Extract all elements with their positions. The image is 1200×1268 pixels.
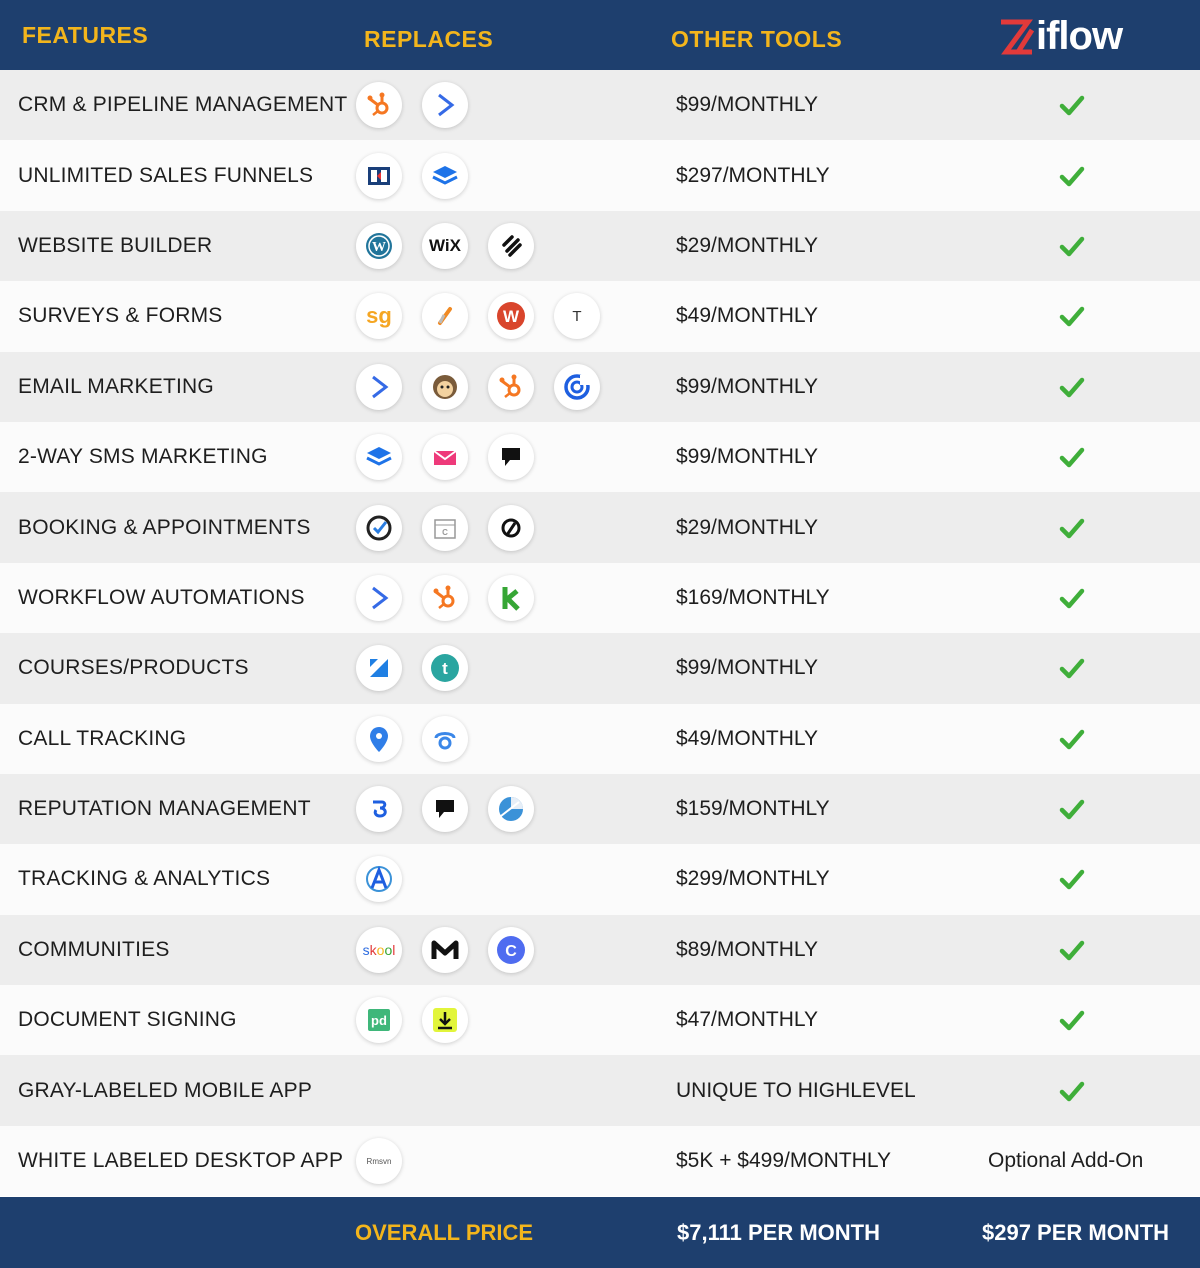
layers-icon: [422, 153, 468, 199]
other-tools-price: $99/MONTHLY: [676, 445, 818, 469]
jotform-icon: [422, 293, 468, 339]
squarespace-icon: [488, 223, 534, 269]
clickfunnels-icon: [356, 153, 402, 199]
feature-name: CRM & PIPELINE MANAGEMENT: [18, 93, 348, 117]
other-tools-price: $159/MONTHLY: [676, 797, 830, 821]
highlevel-total: $297 PER MONTH: [982, 1219, 1170, 1245]
included-check-icon: [1050, 563, 1094, 633]
table-row: [0, 774, 1200, 844]
feature-name: EMAIL MARKETING: [18, 374, 214, 398]
replaced-tools: [356, 563, 534, 633]
other-tools-price: $29/MONTHLY: [676, 515, 818, 539]
typeform-icon: T: [554, 293, 600, 339]
included-check-icon: [1050, 281, 1094, 351]
other-tools-price: $169/MONTHLY: [676, 585, 830, 609]
feature-name: CALL TRACKING: [18, 726, 187, 750]
other-tools-price: $49/MONTHLY: [676, 304, 818, 328]
replaced-tools: [356, 140, 468, 210]
constantcontact-icon: [554, 364, 600, 410]
other-tools-price: $99/MONTHLY: [676, 656, 818, 680]
included-check-icon: [1050, 633, 1094, 703]
podium-icon: [488, 434, 534, 480]
activecampaign-icon: [356, 575, 402, 621]
surveygizmo-icon: sg: [356, 293, 402, 339]
feature-name: SURVEYS & FORMS: [18, 304, 223, 328]
overall-price-label: OVERALL PRICE: [355, 1219, 534, 1245]
feature-name: UNLIMITED SALES FUNNELS: [18, 163, 314, 187]
layers-icon: [356, 434, 402, 480]
replaced-tools: [356, 211, 534, 281]
phone-icon: [422, 716, 468, 762]
feature-name: TRACKING & ANALYTICS: [18, 867, 271, 891]
table-row: [0, 281, 1200, 351]
birdeye-icon: [356, 786, 402, 832]
other-tools-price: $49/MONTHLY: [676, 726, 818, 750]
check-circle-icon: [356, 505, 402, 551]
download-icon: [422, 997, 468, 1043]
table-row: [0, 844, 1200, 914]
included-check-icon: [1050, 774, 1094, 844]
included-check-icon: [1050, 844, 1094, 914]
svg-text:C: C: [505, 942, 517, 960]
other-tools-price: $299/MONTHLY: [676, 867, 830, 891]
email-icon: [422, 434, 468, 480]
table-row: [0, 1126, 1200, 1196]
svg-text:W: W: [372, 239, 386, 255]
feature-name: BOOKING & APPOINTMENTS: [18, 515, 311, 539]
other-tools-price: $29/MONTHLY: [676, 233, 818, 257]
analytics-icon: [356, 856, 402, 902]
table-row: [0, 633, 1200, 703]
other-tools-price: $297/MONTHLY: [676, 163, 830, 187]
included-check-icon: [1050, 704, 1094, 774]
table-row: [0, 704, 1200, 774]
table-body: [0, 70, 1200, 1196]
keap-icon: [488, 575, 534, 621]
other-tools-price: UNIQUE TO HIGHLEVEL: [676, 1078, 916, 1102]
feature-name: COURSES/PRODUCTS: [18, 656, 249, 680]
table-row: [0, 352, 1200, 422]
table-row: [0, 563, 1200, 633]
brand-logo: [998, 14, 1122, 58]
wufoo-icon: [488, 293, 534, 339]
table-row: [0, 140, 1200, 210]
included-check-icon: [1050, 70, 1094, 140]
feature-name: REPUTATION MANAGEMENT: [18, 797, 311, 821]
replaced-tools: [356, 704, 468, 774]
svg-text:pd: pd: [371, 1013, 387, 1029]
replaced-tools: [356, 70, 468, 140]
replaced-tools: [356, 422, 534, 492]
table-row: [0, 985, 1200, 1055]
included-check-icon: [1050, 352, 1094, 422]
pandadoc-icon: [356, 997, 402, 1043]
location-pin-icon: [356, 716, 402, 762]
hubspot-icon: [356, 82, 402, 128]
skool-icon: skool: [356, 927, 402, 973]
other-tools-price: $99/MONTHLY: [676, 374, 818, 398]
included-check-icon: [1050, 140, 1094, 210]
table-footer: [0, 1197, 1200, 1268]
replaced-tools: [356, 915, 534, 985]
included-check-icon: [1050, 985, 1094, 1055]
included-check-icon: [1050, 492, 1094, 562]
kajabi-icon: [356, 645, 402, 691]
circle-icon: [488, 927, 534, 973]
other-tools-price: $47/MONTHLY: [676, 1008, 818, 1032]
wordpress-icon: [356, 223, 402, 269]
activecampaign-icon: [422, 82, 468, 128]
table-header: [0, 0, 1200, 70]
replaced-tools: [356, 352, 600, 422]
hubspot-icon: [488, 364, 534, 410]
teachable-icon: [422, 645, 468, 691]
other-tools-price: $5K + $499/MONTHLY: [676, 1149, 891, 1173]
replaced-tools: [356, 774, 534, 844]
svg-text:t: t: [442, 659, 448, 679]
other-tools-price: $99/MONTHLY: [676, 93, 818, 117]
header-features: FEATURES: [22, 22, 149, 48]
brand-mark-icon: [998, 16, 1036, 56]
feature-name: GRAY-LABELED MOBILE APP: [18, 1078, 313, 1102]
feature-name: COMMUNITIES: [18, 937, 170, 961]
table-row: [0, 70, 1200, 140]
hubspot-icon: [422, 575, 468, 621]
table-row: [0, 422, 1200, 492]
other-tools-total: $7,111 PER MONTH: [677, 1219, 880, 1245]
mailchimp-icon: [422, 364, 468, 410]
highlevel-status: Optional Add-On: [988, 1149, 1144, 1173]
svg-text:W: W: [502, 307, 520, 327]
other-tools-price: $89/MONTHLY: [676, 937, 818, 961]
mighty-icon: [422, 927, 468, 973]
replaced-tools: [356, 281, 600, 351]
table-row: [0, 211, 1200, 281]
replaced-tools: [356, 633, 468, 703]
activecampaign-icon: [356, 364, 402, 410]
acuity-icon: [488, 505, 534, 551]
header-other-tools: OTHER TOOLS: [671, 26, 843, 52]
replaced-tools: [356, 1126, 402, 1196]
included-check-icon: [1050, 211, 1094, 281]
feature-name: WEBSITE BUILDER: [18, 233, 213, 257]
feature-name: 2-WAY SMS MARKETING: [18, 445, 268, 469]
generic-app-icon: Rmsvn: [356, 1138, 402, 1184]
header-replaces: REPLACES: [364, 26, 494, 52]
included-check-icon: [1050, 422, 1094, 492]
table-row: [0, 492, 1200, 562]
svg-text:C: C: [442, 527, 448, 537]
calendar-icon: [422, 505, 468, 551]
wix-icon: WiX: [422, 223, 468, 269]
feature-name: WHITE LABELED DESKTOP APP: [18, 1149, 344, 1173]
pie-icon: [488, 786, 534, 832]
replaced-tools: [356, 844, 402, 914]
feature-name: WORKFLOW AUTOMATIONS: [18, 585, 305, 609]
included-check-icon: [1050, 1055, 1094, 1125]
podium-icon: [422, 786, 468, 832]
table-row: [0, 1055, 1200, 1125]
included-check-icon: [1050, 915, 1094, 985]
replaced-tools: [356, 985, 468, 1055]
brand-name: iflow: [1036, 14, 1123, 58]
feature-name: DOCUMENT SIGNING: [18, 1008, 237, 1032]
replaced-tools: [356, 492, 534, 562]
table-row: [0, 915, 1200, 985]
